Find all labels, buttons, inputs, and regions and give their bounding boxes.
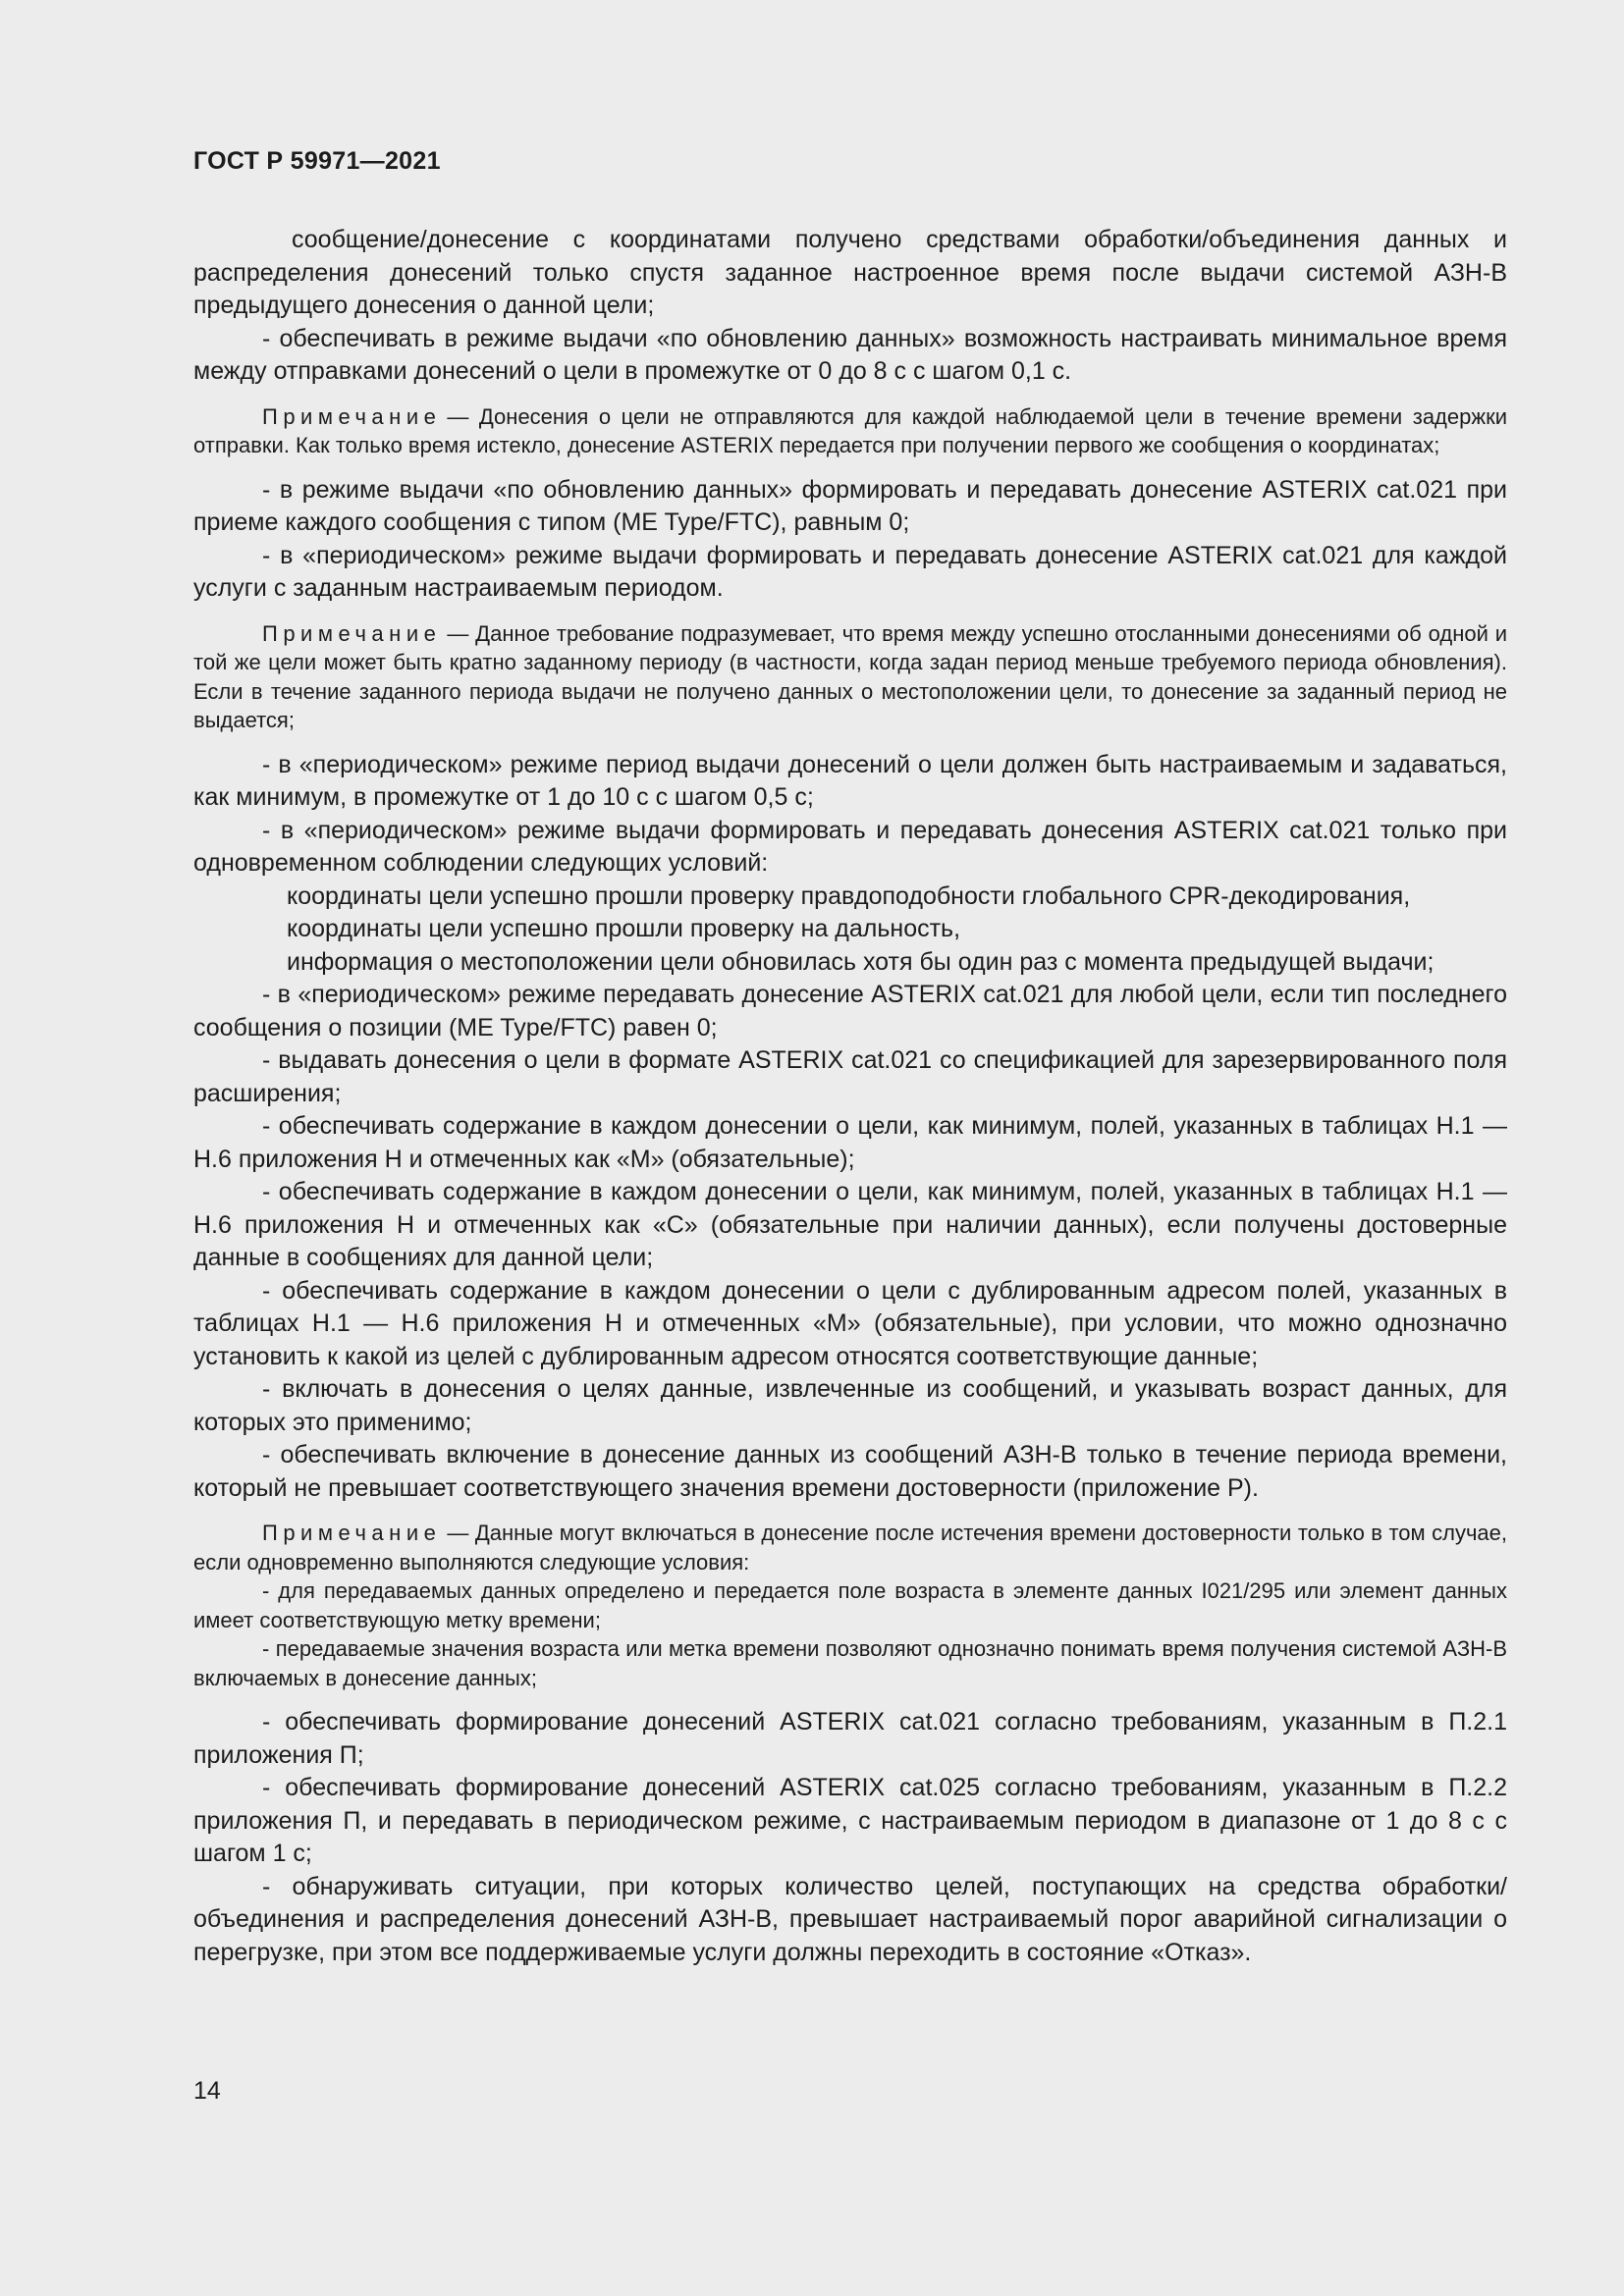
note-3-bullet: - для передаваемых данных определено и передается поле возраста в элементе данных I021/295 или элемент данных имеет соответствующую метку времени;: [193, 1578, 1507, 1632]
list-item-periodic-interval: - в «периодическом» режиме период выдачи донесений о цели должен быть настраиваемым и задаваться, как минимум, в промежутке от 1 до 10 с с шагом 0,5 с;: [193, 750, 1507, 811]
list-item-cat025: - обеспечивать формирование донесений ASTERIX cat.025 согласно требованиям, указанным в П.2.2 приложения П, и передавать в периодическом режиме, с настраиваемым периодом в диапазоне от 1 до 8 с с шагом 1 с;: [193, 1774, 1507, 1867]
list-item-format: - выдавать донесения о цели в формате ASTERIX cat.021 со спецификацией для зарезервированного поля расширения;: [193, 1046, 1507, 1107]
standard-header: ГОСТ Р 59971—2021: [193, 147, 441, 175]
page-number: 14: [193, 2077, 221, 2105]
list-item-min-interval: - обеспечивать в режиме выдачи «по обновлению данных» возможность настраивать минимальное время между отправками донесений о цели в промежутке от 0 до 8 с с шагом 0,1 с.: [193, 324, 1507, 385]
list-item-data-age: - включать в донесения о целях данные, извлеченные из сообщений, и указывать возраст данных, для которых это применимо;: [193, 1375, 1507, 1436]
list-item-mandatory-fields: - обеспечивать содержание в каждом донесении о цели, как минимум, полей, указанных в таблицах Н.1 — Н.6 приложения Н и отмеченных как «М» (обязательные);: [193, 1112, 1507, 1173]
note-label: Примечание: [262, 620, 442, 646]
list-item-update-mode: - в режиме выдачи «по обновлению данных» формировать и передавать донесение ASTERIX cat.021 при приеме каждого сообщения с типом (ME Type/FTC), равным 0;: [193, 475, 1507, 536]
condition-item: координаты цели успешно прошли проверку правдоподобности глобального CPR-декодирования,: [287, 881, 1411, 910]
note-3-text: — Данные могут включаться в донесение после истечения времени достоверности только в том случае, если одновременно выполняются следующие условия:: [193, 1521, 1507, 1575]
note-2: [193, 619, 1507, 735]
list-item-overload: - обнаруживать ситуации, при которых количество целей, поступающих на средства обработки/объединения и распределения донесений АЗН-В, превышает настраиваемый порог аварийной сигнализации о перегрузке, при этом все поддерживаемые услуги должны переходить в состояние «Отказ».: [193, 1872, 1507, 1966]
list-item-conditional-fields: - обеспечивать содержание в каждом донесении о цели, как минимум, полей, указанных в таблицах Н.1 — Н.6 приложения Н и отмеченных как «С» (обязательные при наличии данных), если получены достоверные данные в сообщениях для данной цели;: [193, 1178, 1507, 1271]
list-item-validity-time: - обеспечивать включение в донесение данных из сообщений АЗН-В только в течение периода времени, который не превышает соответствующего значения времени достоверности (приложение Р).: [193, 1441, 1507, 1502]
document-body: [193, 224, 1507, 1969]
list-item-cat021: - обеспечивать формирование донесений ASTERIX cat.021 согласно требованиям, указанным в П.2.1 приложения П;: [193, 1708, 1507, 1769]
note-3: [193, 1519, 1507, 1576]
list-item-duplicate-address: - обеспечивать содержание в каждом донесении о цели с дублированным адресом полей, указанных в таблицах Н.1 — Н.6 приложения Н и отмеченных «М» (обязательные), при условии, что можно однозначно установить к какой из целей с дублированным адресом относятся соответствующие данные;: [193, 1276, 1507, 1370]
condition-item: координаты цели успешно прошли проверку на дальность,: [287, 915, 961, 942]
note-1: [193, 402, 1507, 460]
condition-item: информация о местоположении цели обновилась хотя бы один раз с момента предыдущей выдачи;: [287, 947, 1435, 976]
list-item-any-target: - в «периодическом» режиме передавать донесение ASTERIX cat.021 для любой цели, если тип последнего сообщения о позиции (ME Type/FTC) равен 0;: [193, 981, 1507, 1041]
note-1-text: — Донесения о цели не отправляются для каждой наблюдаемой цели в течение времени задержки отправки. Как только время истекло, донесение ASTERIX передается при получении первого же сообщения о координатах;: [193, 403, 1507, 457]
note-3-bullet: - передаваемые значения возраста или метка времени позволяют однозначно понимать время получения системой АЗН-В включаемых в донесение данных;: [193, 1636, 1507, 1690]
list-item-periodic-mode: - в «периодическом» режиме выдачи формировать и передавать донесение ASTERIX cat.021 для каждой услуги с заданным настраиваемым периодом.: [193, 541, 1507, 602]
paragraph-continuation: сообщение/донесение с координатами получено средствами обработки/объединения данных и распределения донесений только спустя заданное настроенное время после выдачи системой АЗН-В предыдущего донесения о данной цели;: [193, 226, 1507, 319]
note-label: Примечание: [262, 403, 442, 429]
note-label: Примечание: [262, 1521, 442, 1545]
list-item-periodic-conditions: - в «периодическом» режиме выдачи формировать и передавать донесения ASTERIX cat.021 только при одновременном соблюдении следующих условий:: [193, 816, 1507, 877]
note-2-text: — Данное требование подразумевает, что время между успешно отосланными донесениями об одной и той же цели может быть кратно заданному периоду (в частности, когда задан период меньше требуемого периода обновления). Если в течение заданного периода выдачи не получено данных о местоположении цели, то донесение за заданный период не выдается;: [193, 620, 1507, 732]
